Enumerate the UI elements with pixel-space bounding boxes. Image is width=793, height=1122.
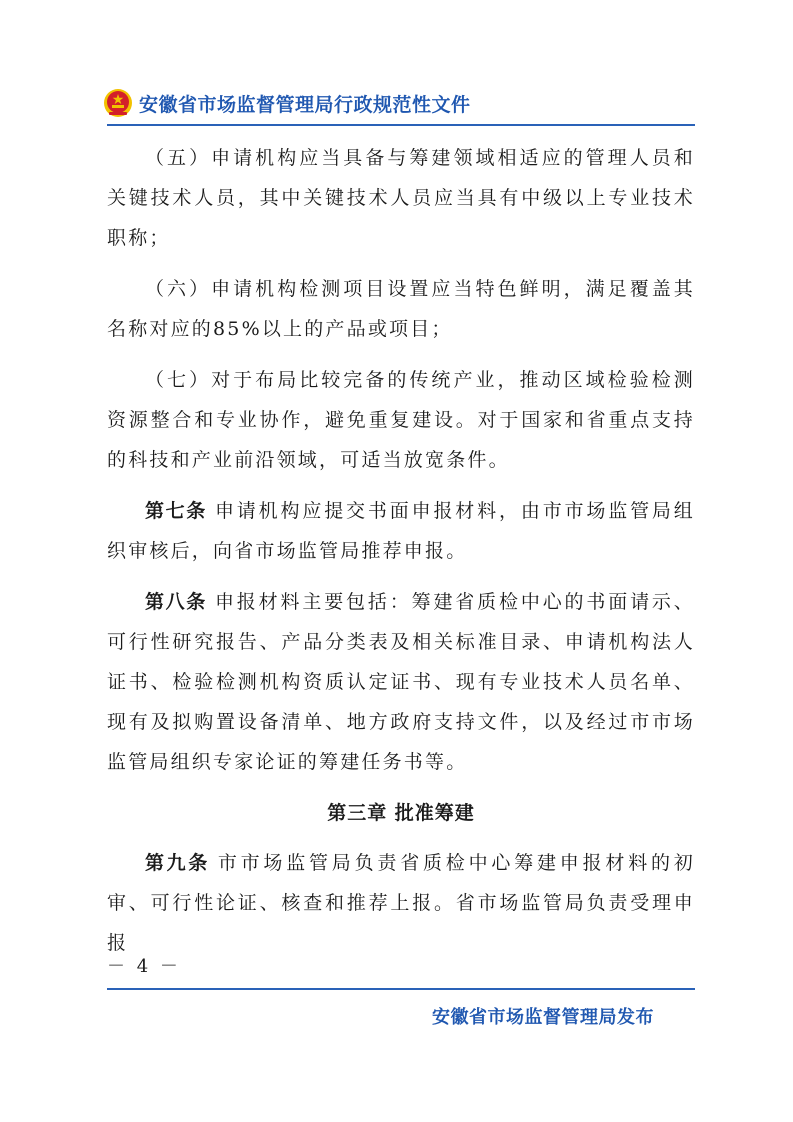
chapter-heading: 第三章 批准筹建: [327, 802, 475, 824]
article-8-lead: 第八条: [145, 591, 207, 613]
article-9: [107, 843, 695, 963]
page-number: － 4 －: [107, 956, 181, 977]
document-body: [107, 138, 695, 974]
clause-7: （七）对于布局比较完备的传统产业，推动区域检验检测资源整合和专业协作，避免重复建设。对于国家和省重点支持的科技和产业前沿领域，可适当放宽条件。: [107, 369, 695, 471]
article-7-text: 申请机构应提交书面申报材料，由市市场监管局组织审核后，向省市场监管局推荐申报。: [107, 500, 695, 562]
header-rule: [107, 124, 695, 126]
clause-6: （六）申请机构检测项目设置应当特色鲜明，满足覆盖其名称对应的85%以上的产品或项目；: [107, 278, 695, 340]
article-8: [107, 582, 695, 782]
article-7: [107, 491, 695, 571]
header-title: 安徽省市场监督管理局行政规范性文件: [139, 93, 471, 116]
article-9-lead: 第九条: [145, 852, 210, 874]
article-8-text: 申报材料主要包括：筹建省质检中心的书面请示、可行性研究报告、产品分类表及相关标准目录、申请机构法人证书、检验检测机构资质认定证书、现有专业技术人员名单、现有及拟购置设备清单、地方政府支持文件，以及经过市市场监管局组织专家论证的筹建任务书等。: [107, 591, 695, 773]
article-7-lead: 第七条: [145, 500, 207, 522]
footer-rule: [107, 988, 695, 990]
national-emblem-icon: [103, 88, 133, 118]
clause-5: （五）申请机构应当具备与筹建领域相适应的管理人员和关键技术人员，其中关键技术人员应当具有中级以上专业技术职称；: [107, 147, 695, 249]
article-9-text: 市市场监管局负责省质检中心筹建申报材料的初审、可行性论证、核查和推荐上报。省市场监管局负责受理申报: [107, 852, 695, 954]
document-header: [103, 86, 471, 120]
publisher-label: 安徽省市场监督管理局发布: [432, 1007, 654, 1028]
